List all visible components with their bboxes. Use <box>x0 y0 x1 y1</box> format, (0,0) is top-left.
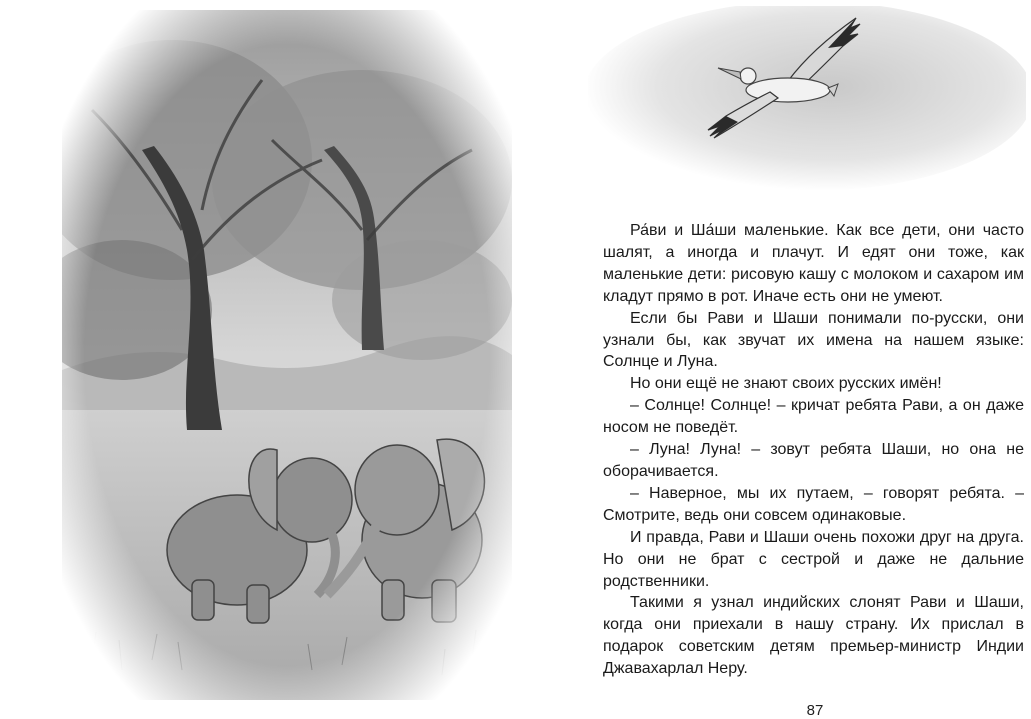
elephant-calves-illustration <box>62 10 512 700</box>
page-number: 87 <box>806 702 824 719</box>
paragraph-8: Такими я узнал индийских слонят Рави и Шаши, когда они приехали в нашу страну. Их прислал в подарок советским детям премьер-министр Индии Джавахарлал Неру. <box>603 594 1024 678</box>
pelican-illustration <box>588 6 1026 196</box>
paragraph-5: – Луна! Луна! – зовут ребята Шаши, но она не оборачивается. <box>603 441 1024 480</box>
paragraph-7: И правда, Рави и Шаши очень похожи друг на друга. Но они не брат с сестрой и даже не дальние родственники. <box>603 528 1024 590</box>
paragraph-4: – Солнце! Солнце! – кричат ребята Рави, а он даже носом не поведёт. <box>603 397 1024 437</box>
paragraph-2: Если бы Рави и Шаши понимали по-русски, они узнали бы, как звучат их имена на нашем языке: Солнце и Луна. <box>603 309 1024 371</box>
paragraph-3: Но они ещё не знают своих русских имён! <box>630 375 942 393</box>
story-text <box>603 220 1024 680</box>
paragraph-1: Ра́ви и Ша́ши маленькие. Как все дети, они часто шалят, а иногда и плачут. И едят они тоже, как маленькие дети: рисовую кашу с молоком и сахаром им кладут прямо в рот. Иначе есть они не умеют. <box>603 222 1024 305</box>
paragraph-6: – Наверное, мы их путаем, – говорят ребята. – Смотрите, ведь они совсем одинаковые. <box>603 484 1024 524</box>
